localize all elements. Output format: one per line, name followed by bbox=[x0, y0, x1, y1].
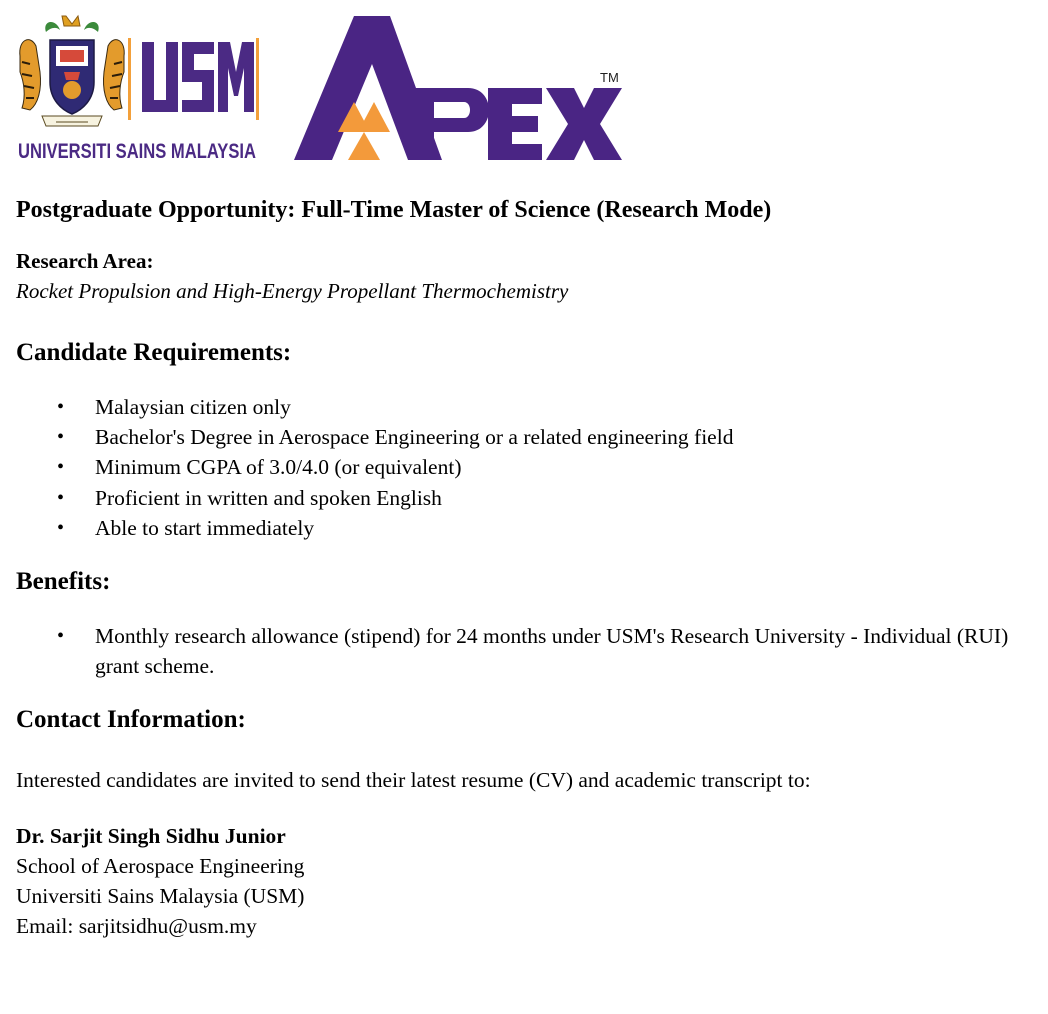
research-area-label: Research Area: bbox=[16, 249, 154, 273]
list-item-text: Able to start immediately bbox=[95, 515, 315, 540]
document-body bbox=[16, 192, 1036, 941]
bullet-icon: • bbox=[57, 426, 65, 449]
apex-trademark: TM bbox=[600, 70, 619, 85]
contact-university: Universiti Sains Malaysia (USM) bbox=[16, 884, 305, 909]
list-item-text: Proficient in written and spoken English bbox=[95, 485, 442, 510]
list-item bbox=[57, 452, 1036, 482]
benefits-list bbox=[16, 621, 1036, 681]
list-item bbox=[57, 621, 1036, 681]
research-area-value: Rocket Propulsion and High-Energy Propellant Thermochemistry bbox=[16, 279, 569, 303]
bullet-icon: • bbox=[57, 625, 65, 648]
usm-logo bbox=[16, 12, 260, 162]
list-item-text: Malaysian citizen only bbox=[95, 395, 291, 419]
header-logos bbox=[0, 0, 1048, 170]
page-title: Postgraduate Opportunity: Full-Time Master of Science (Research Mode) bbox=[16, 197, 772, 223]
contact-name: Dr. Sarjit Singh Sidhu Junior bbox=[16, 824, 286, 849]
list-item bbox=[57, 483, 1036, 513]
list-item-text: Monthly research allowance (stipend) for 24 months under USM's Research University - Individual (RUI) grant scheme. bbox=[95, 624, 1009, 679]
usm-monogram bbox=[142, 42, 254, 112]
bullet-icon: • bbox=[57, 486, 65, 509]
apex-logo bbox=[292, 14, 628, 164]
requirements-list bbox=[16, 392, 1036, 543]
usm-name-text: UNIVERSITI SAINS MALAYSIA bbox=[18, 140, 256, 163]
apex-wordmark bbox=[294, 16, 622, 160]
benefits-heading: Benefits: bbox=[16, 568, 111, 596]
contact-department: School of Aerospace Engineering bbox=[16, 854, 305, 879]
list-item bbox=[57, 513, 1036, 543]
list-item bbox=[57, 422, 1036, 452]
list-item-text: Minimum CGPA of 3.0/4.0 (or equivalent) bbox=[95, 455, 462, 480]
bullet-icon: • bbox=[57, 396, 65, 418]
list-item-text: Bachelor's Degree in Aerospace Engineering or a related engineering field bbox=[95, 425, 734, 450]
contact-intro: Interested candidates are invited to send their latest resume (CV) and academic transcript to: bbox=[16, 768, 811, 793]
bullet-icon: • bbox=[57, 456, 65, 479]
contact-email: Email: sarjitsidhu@usm.my bbox=[16, 914, 257, 939]
usm-crest-icon bbox=[20, 16, 124, 126]
requirements-heading: Candidate Requirements: bbox=[16, 339, 292, 366]
contact-heading: Contact Information: bbox=[16, 706, 246, 734]
list-item bbox=[57, 392, 1036, 422]
bullet-icon: • bbox=[57, 516, 65, 539]
